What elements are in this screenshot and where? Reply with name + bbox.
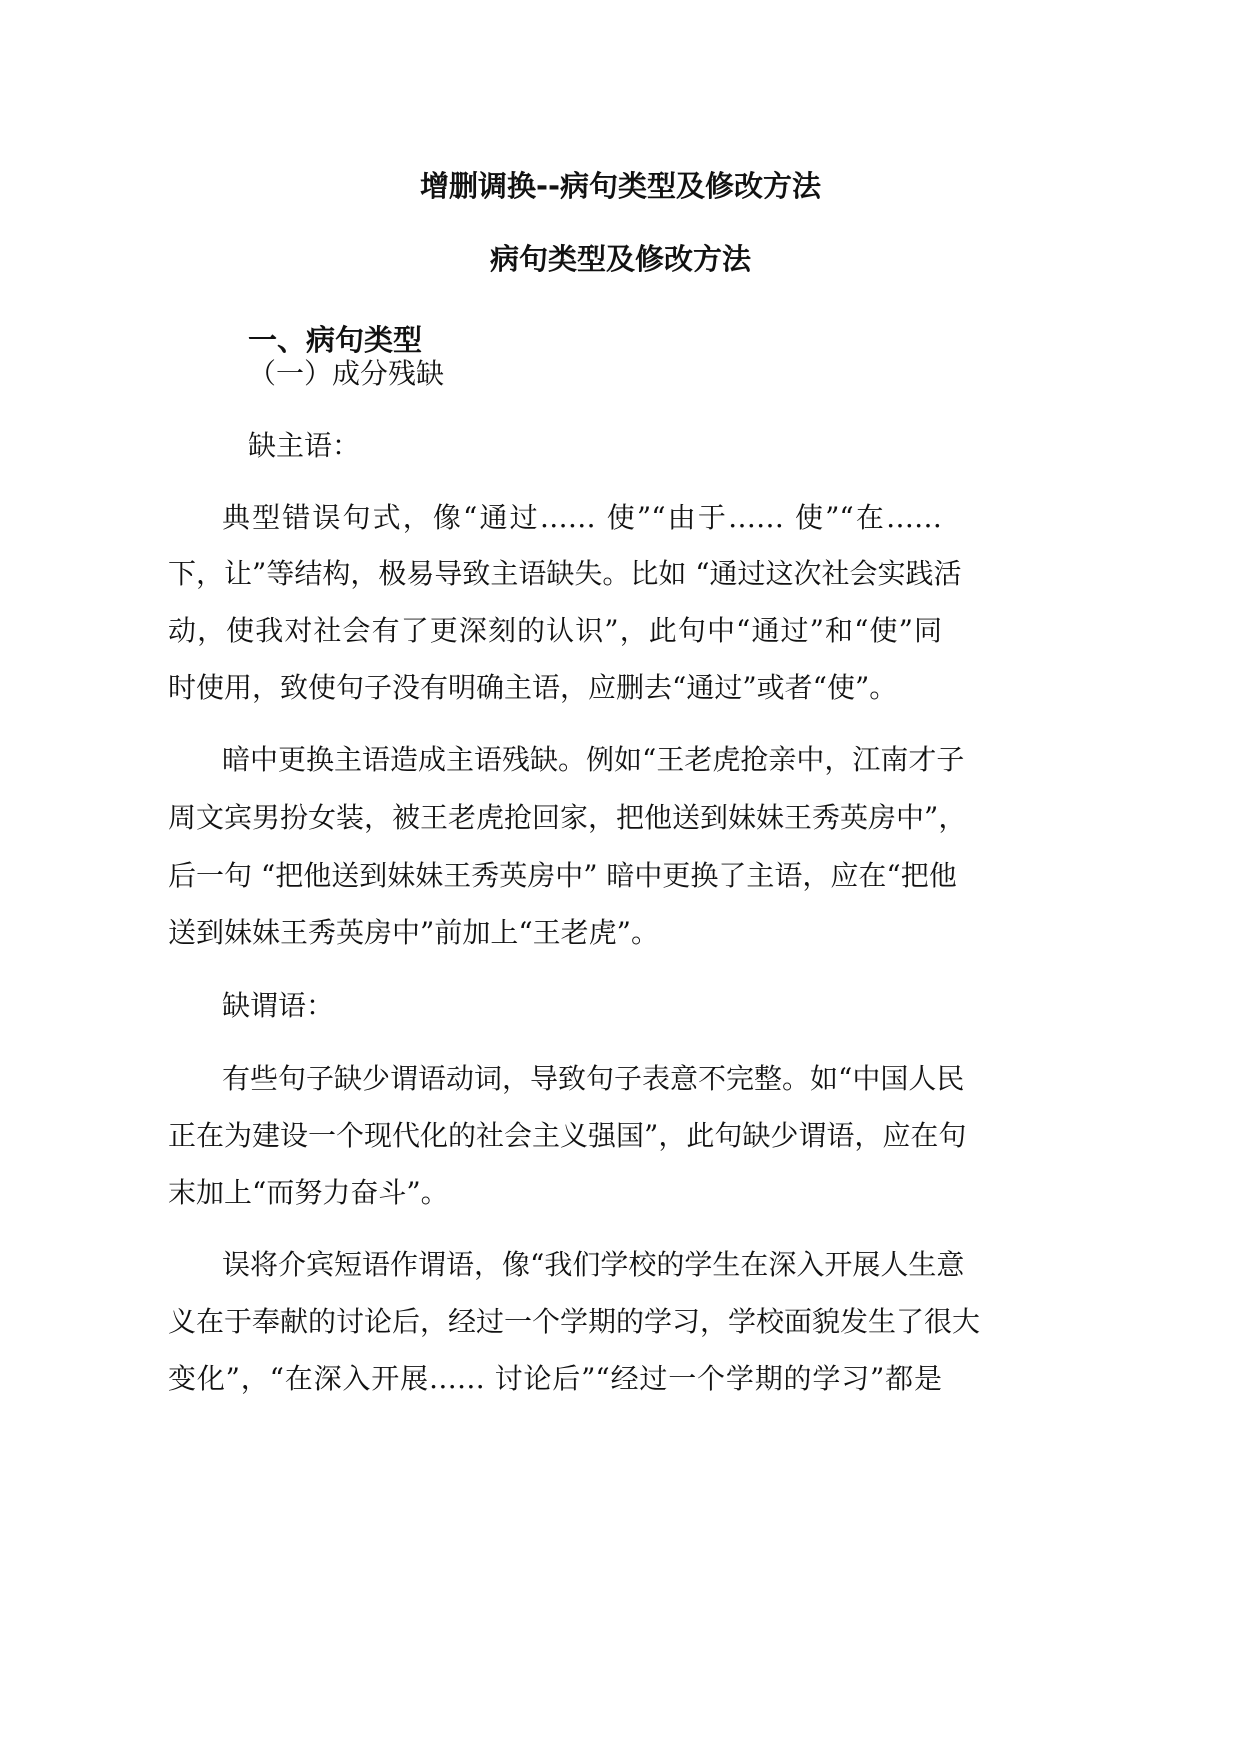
label-missing-predicate: 缺谓语： bbox=[222, 989, 335, 1022]
paragraph-line: 下，让”等结构，极易导致主语缺失。比如 “通过这次社会实践活 bbox=[168, 557, 962, 590]
paragraph-line: 有些句子缺少谓语动词，导致句子表意不完整。如“中国人民 bbox=[222, 1062, 965, 1095]
paragraph-line: 末加上“而努力奋斗”。 bbox=[168, 1176, 449, 1209]
paragraph-line: 后一句 “把他送到妹妹王秀英房中” 暗中更换了主语，应在“把他 bbox=[168, 859, 957, 892]
document-subtitle: 病句类型及修改方法 bbox=[489, 242, 751, 276]
paragraph-line: 义在于奉献的讨论后，经过一个学期的学习，学校面貌发生了很大 bbox=[168, 1305, 981, 1338]
section-heading: 一、病句类型 bbox=[248, 323, 423, 357]
paragraph-line: 典型错误句式，像“通过…… 使”“由于…… 使”“在…… bbox=[222, 501, 942, 534]
paragraph-line: 时使用，致使句子没有明确主语，应删去“通过”或者“使”。 bbox=[168, 671, 898, 704]
document-title: 增删调换--病句类型及修改方法 bbox=[419, 169, 822, 203]
label-missing-subject: 缺主语： bbox=[248, 429, 361, 462]
paragraph-line: 正在为建设一个现代化的社会主义强国”，此句缺少谓语，应在句 bbox=[168, 1119, 967, 1152]
paragraph-line: 误将介宾短语作谓语，像“我们学校的学生在深入开展人生意 bbox=[222, 1248, 965, 1281]
paragraph-line: 周文宾男扮女装，被王老虎抢回家，把他送到妹妹王秀英房中”， bbox=[168, 801, 967, 834]
paragraph-line: 动，使我对社会有了更深刻的认识”，此句中“通过”和“使”同 bbox=[168, 614, 942, 647]
paragraph-line: 变化”，“在深入开展…… 讨论后”“经过一个学期的学习”都是 bbox=[168, 1362, 942, 1395]
paragraph-line: 暗中更换主语造成主语残缺。例如“王老虎抢亲中，江南才子 bbox=[222, 743, 965, 776]
paragraph-line: 送到妹妹王秀英房中”前加上“王老虎”。 bbox=[168, 916, 659, 949]
subsection-heading: （一）成分残缺 bbox=[248, 357, 445, 390]
